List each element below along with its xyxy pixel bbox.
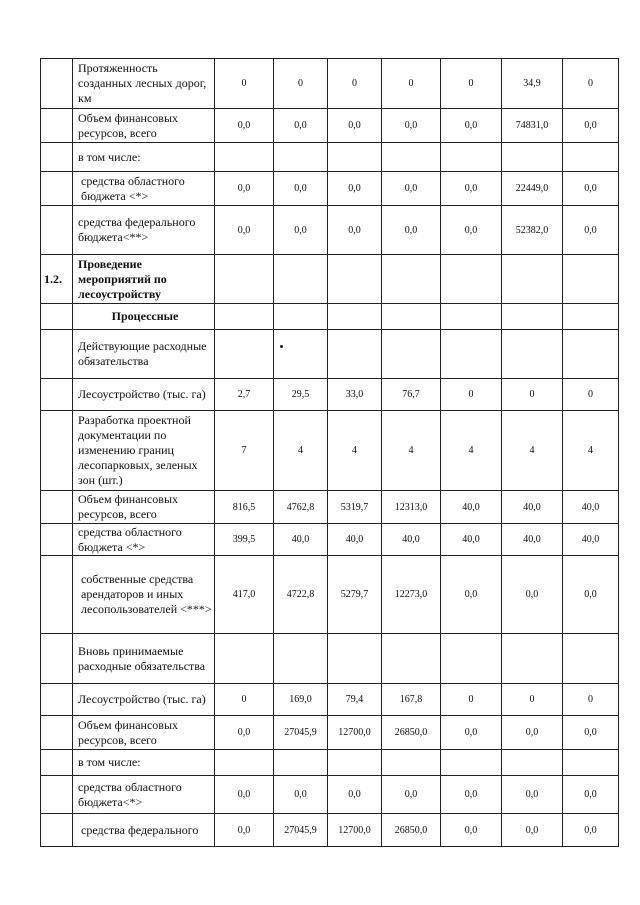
cell: 4 [502,411,563,491]
cell: 0,0 [382,776,441,814]
cell: 29,5 [274,379,328,411]
row-label: средства федерального [73,814,215,847]
cell: 0,0 [563,206,619,255]
row-index [41,172,73,206]
cell: 0,0 [502,556,563,634]
row-label: Протяженность созданных лесных дорог, км [73,59,215,109]
cell: 0 [215,59,274,109]
cell: 0,0 [215,206,274,255]
table-row [41,776,619,814]
stray-mark [280,345,283,348]
cell: 2,7 [215,379,274,411]
cell: 22449,0 [502,172,563,206]
row-index [41,491,73,524]
cell: 0,0 [274,776,328,814]
cell: 816,5 [215,491,274,524]
cell: 26850,0 [382,716,441,750]
cell [563,330,619,379]
table-row [41,330,619,379]
cell: 0,0 [274,172,328,206]
table-row [41,524,619,556]
table-row [41,379,619,411]
row-index [41,634,73,684]
cell [382,143,441,172]
cell [328,143,382,172]
table-row [41,556,619,634]
table-row [41,143,619,172]
cell: 167,8 [382,684,441,716]
cell: 4 [274,411,328,491]
cell: 0,0 [441,206,502,255]
cell: 0,0 [563,556,619,634]
cell: 0,0 [502,776,563,814]
program-table [40,58,619,847]
cell [215,750,274,776]
table-row [41,684,619,716]
cell: 0 [502,379,563,411]
table-row [41,172,619,206]
row-label: собственные средства арендаторов и иных лесопользователей <***> [73,556,215,634]
cell [215,304,274,330]
table-row [41,491,619,524]
cell: 0,0 [215,776,274,814]
cell: 0,0 [563,172,619,206]
cell [328,634,382,684]
cell [502,750,563,776]
cell: 0 [328,59,382,109]
cell: 399,5 [215,524,274,556]
cell [274,750,328,776]
row-index [41,411,73,491]
row-index [41,143,73,172]
cell: 0,0 [441,556,502,634]
cell: 0,0 [328,206,382,255]
cell [328,255,382,304]
row-index [41,330,73,379]
cell [328,330,382,379]
cell: 0,0 [328,109,382,143]
cell [274,304,328,330]
cell [563,304,619,330]
document-page [40,58,618,847]
row-index [41,556,73,634]
row-label: Лесоустройство (тыс. га) [73,684,215,716]
cell [563,634,619,684]
row-index [41,814,73,847]
cell: 40,0 [563,491,619,524]
cell [215,143,274,172]
row-label: в том числе: [73,143,215,172]
cell: 74831,0 [502,109,563,143]
cell: 0,0 [441,776,502,814]
cell: 4 [563,411,619,491]
cell: 4 [382,411,441,491]
cell [382,750,441,776]
cell: 4 [441,411,502,491]
cell: 169,0 [274,684,328,716]
section-title: Проведение мероприятий по лесоустройству [73,255,215,304]
row-label: средства федерального бюджета<**> [73,206,215,255]
row-index [41,304,73,330]
cell [441,750,502,776]
cell: 12700,0 [328,716,382,750]
cell: 0,0 [563,109,619,143]
row-index [41,206,73,255]
cell: 0 [382,59,441,109]
cell [215,634,274,684]
cell [274,143,328,172]
cell [215,330,274,379]
cell: 26850,0 [382,814,441,847]
cell [502,304,563,330]
cell [328,304,382,330]
cell: 0 [563,59,619,109]
cell: 0 [215,684,274,716]
cell: 40,0 [441,491,502,524]
cell: 0,0 [274,109,328,143]
cell: 33,0 [328,379,382,411]
row-label: Вновь принимаемые расходные обязательства [73,634,215,684]
cell [502,143,563,172]
cell: 0,0 [502,814,563,847]
row-index: 1.2. [41,255,73,304]
cell: 0,0 [215,814,274,847]
cell: 0,0 [441,172,502,206]
cell: 0,0 [441,814,502,847]
cell: 0,0 [441,109,502,143]
row-label: Объем финансовых ресурсов, всего [73,109,215,143]
table-row [41,411,619,491]
table-row [41,304,619,330]
cell [502,330,563,379]
cell [563,143,619,172]
cell: 0,0 [382,109,441,143]
cell: 5319,7 [328,491,382,524]
cell: 27045,9 [274,716,328,750]
row-label: Объем финансовых ресурсов, всего [73,716,215,750]
cell: 0,0 [215,109,274,143]
cell [502,255,563,304]
cell: 5279,7 [328,556,382,634]
cell: 4 [328,411,382,491]
cell [563,255,619,304]
cell [441,634,502,684]
table-row [41,109,619,143]
row-label: Лесоустройство (тыс. га) [73,379,215,411]
cell: 12700,0 [328,814,382,847]
row-label: Разработка проектной документации по изменению границ лесопарковых, зеленых зон (шт.) [73,411,215,491]
cell: 417,0 [215,556,274,634]
cell: 12313,0 [382,491,441,524]
cell: 40,0 [441,524,502,556]
cell: 52382,0 [502,206,563,255]
cell [441,255,502,304]
cell: 0,0 [563,814,619,847]
cell: 0,0 [382,172,441,206]
row-label: в том числе: [73,750,215,776]
cell [441,143,502,172]
cell [274,330,328,379]
cell: 0 [563,379,619,411]
cell: 40,0 [274,524,328,556]
row-index [41,716,73,750]
cell: 0 [502,684,563,716]
row-label: Действующие расходные обязательства [73,330,215,379]
cell: 27045,9 [274,814,328,847]
row-label: Объем финансовых ресурсов, всего [73,491,215,524]
table-row [41,716,619,750]
row-index [41,684,73,716]
cell [502,634,563,684]
row-label: средства областного бюджета <*> [73,172,215,206]
table-row [41,206,619,255]
cell [382,634,441,684]
row-index [41,59,73,109]
cell: 7 [215,411,274,491]
cell: 0,0 [274,206,328,255]
cell: 79,4 [328,684,382,716]
row-index [41,776,73,814]
cell [215,255,274,304]
cell: 40,0 [328,524,382,556]
table-row [41,255,619,304]
cell: 0,0 [502,716,563,750]
subsection-title: Процессные [73,304,215,330]
cell: 4722,8 [274,556,328,634]
cell [382,330,441,379]
table-row [41,750,619,776]
cell: 0,0 [382,206,441,255]
cell [274,634,328,684]
cell: 0,0 [215,716,274,750]
cell: 4762,8 [274,491,328,524]
cell [328,750,382,776]
cell: 40,0 [382,524,441,556]
cell: 34,9 [502,59,563,109]
cell: 0,0 [328,172,382,206]
cell: 0,0 [215,172,274,206]
row-index [41,109,73,143]
cell: 0 [441,379,502,411]
cell: 0,0 [563,716,619,750]
cell: 40,0 [563,524,619,556]
cell: 76,7 [382,379,441,411]
cell: 0,0 [328,776,382,814]
cell: 12273,0 [382,556,441,634]
cell: 40,0 [502,491,563,524]
cell [274,255,328,304]
row-index [41,750,73,776]
table-row [41,634,619,684]
table-row [41,814,619,847]
row-label: средства областного бюджета <*> [73,524,215,556]
cell [382,255,441,304]
cell: 0 [563,684,619,716]
row-label: средства областного бюджета<*> [73,776,215,814]
cell: 0,0 [441,716,502,750]
cell [382,304,441,330]
row-index [41,379,73,411]
cell [441,330,502,379]
table-row [41,59,619,109]
cell: 0 [441,684,502,716]
cell: 0 [441,59,502,109]
cell: 0 [274,59,328,109]
cell: 0,0 [563,776,619,814]
cell [563,750,619,776]
cell [441,304,502,330]
row-index [41,524,73,556]
cell: 40,0 [502,524,563,556]
